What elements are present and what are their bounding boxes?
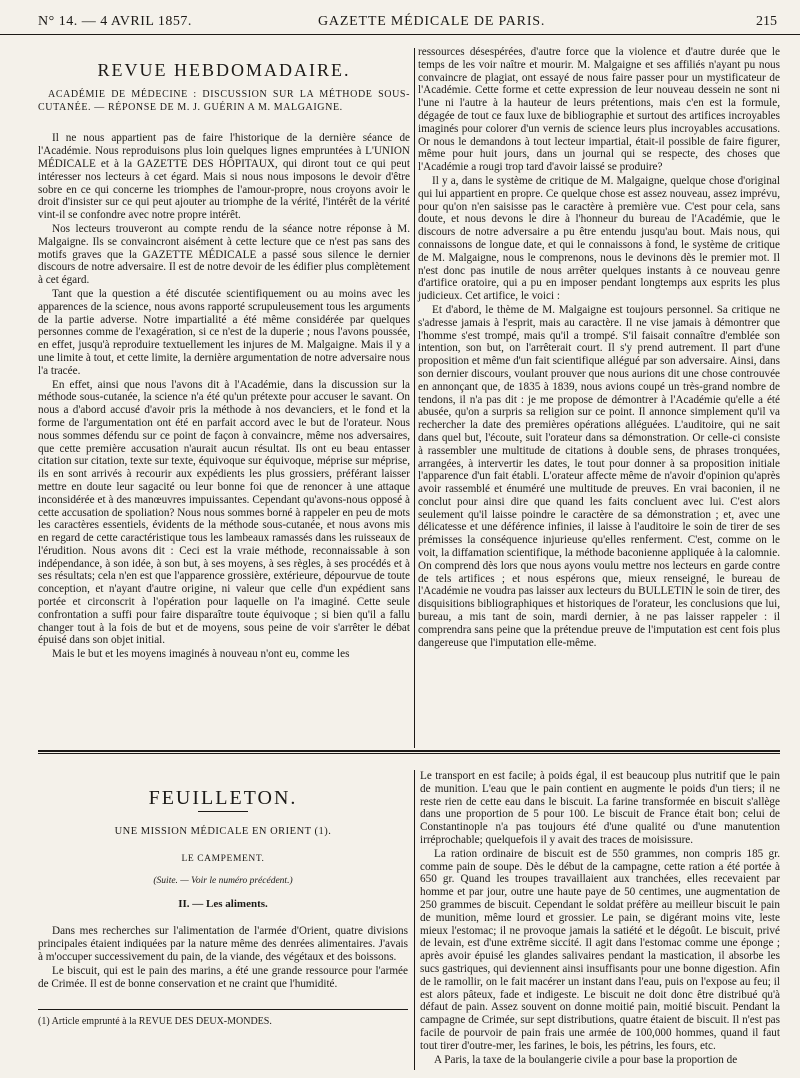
revue-paragraph: Nos lecteurs trouveront au compte rendu de la séance notre réponse à M. Malgaigne. Ils se convaincront aisément à cette lecture que ce n'est pas sans des motifs graves que la GAZETTE MÉDICALE a passé sous silence le dernier discours de notre adversaire. Il est de notre devoir de les édifier plus complètement à cet égard.	[38, 222, 410, 287]
feuilleton-paragraph: La ration ordinaire de biscuit est de 550 grammes, non compris 185 gr. comme pain de soupe. Dès le début de la campagne, cette ration a été portée à 650 gr. Quand les troupes travaillaient aux tranchées, elles recevaient par homme et par jour, outre une haute paye de 50 centimes, une augmentation de 250 grammes de biscuit. Cependant le soldat préfère au meilleur biscuit le pain de munition, même lourd et grossier. Le pain, se digérant moins vite, leste mieux l'estomac; il ne provoque jamais la satiété et le dégoût. Le biscuit, privé de levain, est d'une extrême siccité. Il agit dans l'estomac comme une éponge ; après avoir épuisé les glandes salivaires pendant la mastication, il absorbe les sucs gastriques, qui deviennent ainsi insuffisants pour une bonne digestion. Afin de le ramollir, on le fait macérer un instant dans l'eau, puis on l'expose au feu; il est alors pâteux, fade et indigeste. Le biscuit ne doit donc être distribué qu'à défaut de pain. Assez souvent on donne moitié pain, moitié biscuit. Pendant la campagne de Crimée, sur sept distributions, quatre étaient de biscuit. Il n'est pas facile de pourvoir de pain frais une armée de 100,000 hommes, quand il faut tout tirer d'outre-mer, les farines, le bois, les pétrins, les fours, etc.	[420, 847, 780, 1052]
revue-paragraph: Il y a, dans le système de critique de M. Malgaigne, quelque chose d'original qui lui appartient en propre. Ce quelque chose est assez nouveau, assez imprévu, pour qu'on n'en saisisse pas le caractère à première vue. C'est pour cela, sans doute, et nous devons le dire à l'honneur du bureau de l'Académie, que le discours de notre adversaire a pu être entendu jusqu'au bout. Mais nous, qui connaissons de longue date, et qui le connaissons à fond, le système de critique de M. Malgaigne, nous le comprenons, nous le devinons dès le premier mot. Il n'est donc pas inutile de nous arrêter quelques instants à ce nouveau genre d'artifice oratoire, qui a pu en imposer pendant longtemps aux esprits les plus judicieux. Cet artifice, le voici :	[418, 174, 780, 303]
revue-paragraph: Et d'abord, le thème de M. Malgaigne est toujours personnel. Sa critique ne s'adresse jamais à l'esprit, mais au caractère. Il ne vise jamais à démontrer que l'homme s'est trompé, mais qu'il a trompé. S'il faisait connaître d'emblée son intention, son but, on l'arrêterait court. Il s'y prend autrement. Il part d'une proposition et même d'un fait scientifique allégué par son adversaire. Ainsi, dans son dernier discours, voulant prouver que nous aurions dit une chose controuvée en annonçant que, de 1835 à 1839, nous avions coupé un très-grand nombre de tendons, il n'a pas dit : je me propose de démontrer à l'Académie qu'elle a été abusée, qu'on a surpris sa religion sur ce point. Il annonce simplement qu'il va rechercher la date des premières opérations alléguées. L'auditoire, qui ne sait dans quel but, l'écoute, suit l'orateur dans sa démonstration. Or celle-ci consiste à rassembler une multitude de citations à double sens, de phrases tronquées, arrangées, à intervertir les dates, le tout pour donner à sa proposition initiale l'apparence d'un fait établi. L'orateur affecte même de n'avoir d'opinion qu'après avoir rassemblé et énuméré une multitude de preuves. En vrai baconien, il ne conclut pour ainsi dire que quand les faits concluent avec lui. C'est alors seulement qu'il laisse poindre le caractère de sa démonstration ; et, avec une délicatesse et une déférence infinies, il laisse à l'auditoire le soin de tirer de ses prémisses la conséquence injurieuse qu'elles renferment. C'est, comme on le voit, la diffamation scientifique, la méthode baconienne appliquée à la calomnie. On comprend dès lors que nous ayons voulu mettre nos lecteurs en garde contre de tels artifices ; et nous espérons que, mieux renseigné, le bureau de l'Académie ne voudra pas laisser aux lecteurs du BULLETIN le soin de tirer, des disquisitions bibliographiques et historiques de l'orateur, les conclusions que lui, bureau, a mis tant de soin, mardi dernier, à ne pas laisser rappeler : il comprendra sans peine que la prétendue preuve de l'imputation est cent fois plus dangereuse que l'imputation elle-même.	[418, 303, 780, 649]
feuilleton-separator	[38, 750, 780, 752]
page-number: 215	[756, 14, 777, 29]
footnote-rule	[38, 1009, 408, 1010]
feuilleton-paragraph: Dans mes recherches sur l'alimentation de l'armée d'Orient, quatre divisions principales étaient indiquées par la nature même des denrées alimentaires. J'avais à m'occuper successivement du pain, de la viande, des végétaux et des boissons.	[38, 924, 408, 963]
journal-title: GAZETTE MÉDICALE DE PARIS.	[318, 14, 546, 29]
revue-left-column	[38, 50, 410, 662]
revue-paragraph: ressources désespérées, d'autre force que la violence et d'autre durée que le temps de les voir naître et mourir. M. Malgaigne et ses affiliés n'ayant pu nous convaincre de plagiat, ont essayé de nous faire passer pour un mystificateur de l'Académie. Cette forme et cette expression de leur nouveau dessein ne sont ni l'une ni l'autre à la hauteur de leurs prétentions, mais c'en est la formule, dégagée de tout ce faux luxe de bibliographie et surtout des artifices incroyables imaginés pour colorer d'un vernis de science leurs plus incroyables accusations. Or nous le demandons à tout lecteur impartial, était-il possible de faire figurer, même pour huit jours, dans un journal qui se respecte, des choses que l'Académie a rougi trop tard d'avoir laissé se produire?	[418, 46, 780, 174]
campement-heading: LE CAMPEMENT.	[181, 853, 265, 864]
mission-heading: UNE MISSION MÉDICALE EN ORIENT (1).	[114, 825, 332, 837]
revue-title: REVUE HEBDOMADAIRE.	[97, 60, 351, 80]
issue-number: N° 14. — 4 AVRIL 1857.	[38, 14, 192, 29]
revue-right-column	[418, 46, 780, 650]
feuilleton-column-divider	[414, 770, 415, 1070]
revue-paragraph: En effet, ainsi que nous l'avons dit à l'Académie, dans la discussion sur la méthode sous-cutanée, la science n'a été qu'un prétexte pour accuser le savant. On nous a d'abord accusé d'avoir pris la méthode à nos devanciers, et le fond et la forme de l'argumentation ont été en parfait accord avec le but de l'orateur. Nous nous sommes défendu sur ce point de façon à convaincre, même nos adversaires, que cette première accusation n'aurait aucun résultat. Ils ont eu beau entasser citation sur citation, texte sur texte, équivoque sur équivoque, méprise sur méprise, ils en sont arrivés à recourir aux expédients les plus grossiers, préférant laisser mettre en doute leur sagacité ou leur bonne foi que de renoncer à une attaque inconsidérée et à des manœuvres impuissantes. Cependant qu'avons-nous opposé à cette accusation de spoliation? Nous nous sommes borné à rappeler en peu de mots les caractères essentiels, évidents de la méthode sous-cutanée, et nous avons mis en regard de cette caractéristique tous les lambeaux ramassés dans les ruisseaux de l'érudition. Nous avons dit : Ceci est la vraie méthode, reconnaissable à son indépendance, à son idée, à son but, à ses moyens, à ses règles, à ses procédés et à ses résultats; cela n'en est que l'apparence grossière, extérieure, dépourvue de toute conception, et n'ayant d'autre origine, ni valeur que celle d'un expédient sans portée et circonscrit à l'opération pour laquelle on l'a imaginé. Cette seule confrontation a suffi pour faire disparaître toute équivoque ; si bien qu'il a fallu changer tout à la fois de but et de moyens, sous peine de voir s'arrêter le débat épuisé dans son objet initial.	[38, 378, 410, 647]
revue-paragraph: Tant que la question a été discutée scientifiquement ou au moins avec les apparences de la science, nous avons rapporté scrupuleusement tous les arguments de la partie adverse. Notre impartialité a été même considérée par quelques personnes comme de l'exagération, si ce n'est de la duperie ; nous l'avons poussée, en effet, jusqu'à reproduire textuellement les injures de M. Malgaigne. Mais il y a une limite à tout, et cette limite, la dernière argumentation de notre adversaire nous l'a tracée.	[38, 287, 410, 377]
feuilleton-separator-thin	[38, 753, 780, 754]
column-divider	[414, 48, 415, 748]
feuilleton-right-column	[420, 770, 780, 1067]
feuilleton-paragraph: Le biscuit, qui est le pain des marins, a été une grande ressource pour l'armée de Crimée. Il est de bonne conservation et ne craint que l'humidité.	[38, 965, 408, 991]
revue-paragraph: Il ne nous appartient pas de faire l'historique de la dernière séance de l'Académie. Nous reproduisons plus loin quelques lignes empruntées à L'UNION MÉDICALE et à la GAZETTE DES HÔPITAUX, qui diront tout ce qui peut intéresser nos lecteurs à cet égard. Mais si nous nous imposons le devoir d'être sobre en ce qui concerne les triomphes de l'amour-propre, nous croyons avoir le droit d'insister sur ce qui peut ajouter au triomphe de la vérité, l'intérêt de la vérité vint-il se confondre avec notre propre intérêt.	[38, 132, 410, 222]
page-header	[0, 0, 800, 35]
section-heading: II. — Les aliments.	[178, 898, 268, 911]
feuilleton-paragraph: Le transport en est facile; à poids égal, il est beaucoup plus nutritif que le pain de munition. L'eau que le pain contient en augmente le poids d'un tiers; il ne reste rien de cette eau dans le biscuit. La farine transformée en biscuit s'allège dans une proportion de 5 pour 100. Le biscuit de France était bon; celui de Constantinople n'a pas toujours été d'une qualité ou d'une manutention irréprochable; quelquefois il y avait des traces de moisissure.	[420, 770, 780, 846]
title-rule	[198, 811, 248, 812]
revue-paragraph: Mais le but et les moyens imaginés à nouveau n'ont eu, comme les	[52, 648, 350, 661]
feuilleton-paragraph: A Paris, la taxe de la boulangerie civile a pour base la proportion de	[434, 1053, 738, 1066]
revue-subtitle: ACADÉMIE DE MÉDECINE : DISCUSSION SUR LA MÉTHODE SOUS-CUTANÉE. — RÉPONSE DE M. J. GUÉRIN A M. MALGAIGNE.	[38, 88, 410, 113]
feuilleton-title: FEUILLETON.	[148, 787, 298, 809]
suite-note: (Suite. — Voir le numéro précédent.)	[153, 876, 293, 887]
footnote: (1) Article emprunté à la REVUE DES DEUX-MONDES.	[38, 1015, 272, 1027]
feuilleton-left-column	[38, 770, 408, 1029]
